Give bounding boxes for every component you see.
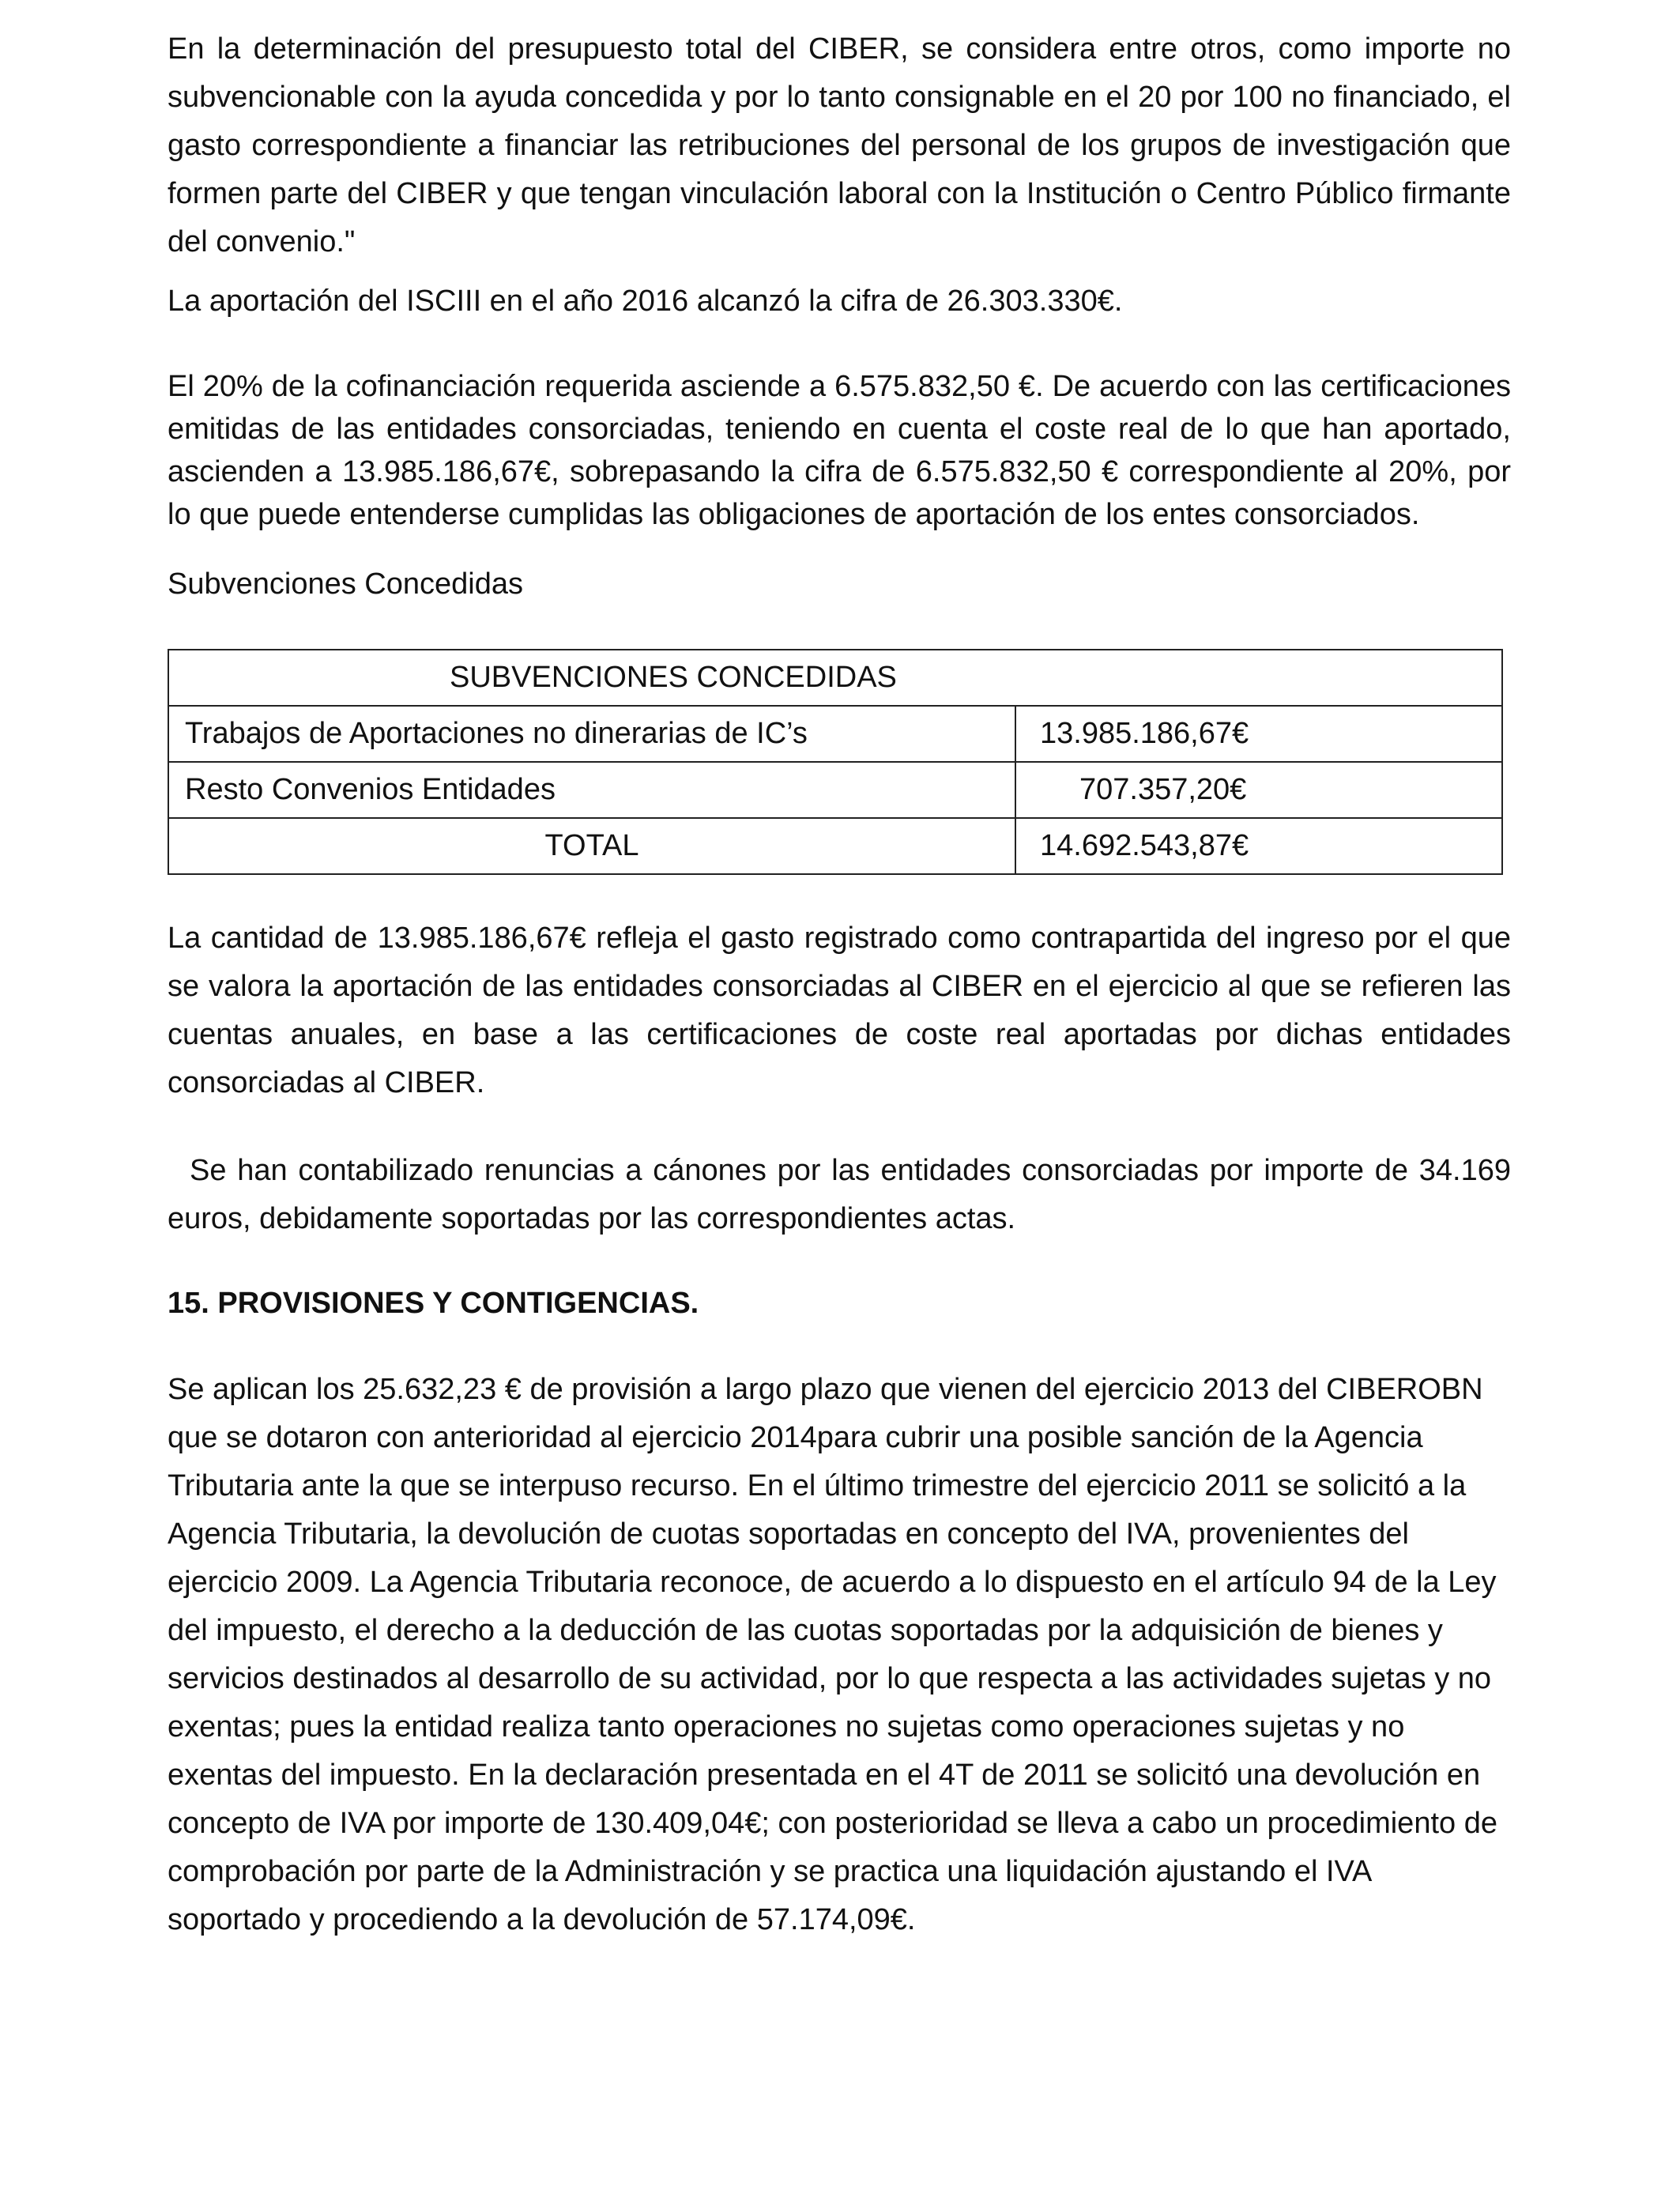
- paragraph-canones: Se han contabilizado renuncias a cánones por las entidades consorciadas por importe de 34.169 euros, debidamente soportadas por las correspondientes actas.: [168, 1154, 1511, 1235]
- table-total-row: [168, 818, 1502, 874]
- paragraph-provision: Se aplican los 25.632,23 € de provisión a largo plazo que vienen del ejercicio 2013 del CIBEROBN que se dotaron con anterioridad al ejercicio 2014para cubrir una posible sanción de la Agencia Tributaria ante la que se interpuso recurso. En el último trimestre del ejercicio 2011 se solicitó a la Agencia Tributaria, la devolución de cuotas soportadas en concepto del IVA, provenientes del ejercicio 2009. La Agencia Tributaria reconoce, de acuerdo a lo dispuesto en el artículo 94 de la Ley del impuesto, el derecho a la deducción de las cuotas soportadas por la adquisición de bienes y servicios destinados al desarrollo de su actividad, por lo que respecta a las actividades sujetas y no exentas; pues la entidad realiza tanto operaciones no sujetas como operaciones sujetas y no exentas del impuesto. En la declaración presentada en el 4T de 2011 se solicitó una devolución en concepto de IVA por importe de 130.409,04€; con posterioridad se lleva a cabo un procedimiento de comprobación por parte de la Administración y se practica una liquidación ajustando el IVA soportado y procediendo a la devolución de 57.174,09€.: [168, 1373, 1497, 1936]
- table-row: [168, 706, 1502, 762]
- table-total-label: TOTAL: [168, 818, 1015, 874]
- paragraph-aportacion-isciii: La aportación del ISCIII en el año 2016 alcanzó la cifra de 26.303.330€.: [168, 285, 1123, 318]
- paragraph-cofinanciacion: El 20% de la cofinanciación requerida asciende a 6.575.832,50 €. De acuerdo con las certificaciones emitidas de las entidades consorciadas, teniendo en cuenta el coste real de lo que han aportado, ascienden a 13.985.186,67€, sobrepasando la cifra de 6.575.832,50 € correspondiente al 20%, por lo que puede entenderse cumplidas las obligaciones de aportación de los entes consorciados.: [168, 370, 1511, 531]
- table-cell-amount: 13.985.186,67€: [1015, 706, 1502, 762]
- subvenciones-table: [168, 649, 1503, 875]
- table-header-row: [168, 650, 1502, 706]
- table-cell-label: Resto Convenios Entidades: [168, 762, 1015, 818]
- paragraph-cantidad: La cantidad de 13.985.186,67€ refleja el gasto registrado como contrapartida del ingreso por el que se valora la aportación de las entidades consorciadas al CIBER en el ejercicio al que se refieren las cuentas anuales, en base a las certificaciones de coste real aportadas por dichas entidades consorciadas al CIBER.: [168, 922, 1511, 1099]
- table-row: [168, 762, 1502, 818]
- paragraph-presupuesto: En la determinación del presupuesto total del CIBER, se considera entre otros, como importe no subvencionable con la ayuda concedida y por lo tanto consignable en el 20 por 100 no financiado, el gasto correspondiente a financiar las retribuciones del personal de los grupos de investigación que formen parte del CIBER y que tengan vinculación laboral con la Institución o Centro Público firmante del convenio.": [168, 32, 1511, 258]
- section-heading-provisiones: 15. PROVISIONES Y CONTIGENCIAS.: [168, 1287, 699, 1320]
- document-page: [168, 25, 1511, 1944]
- table-total-amount: 14.692.543,87€: [1015, 818, 1502, 874]
- table-header-cell: SUBVENCIONES CONCEDIDAS: [168, 650, 1502, 706]
- subheading-subvenciones: Subvenciones Concedidas: [168, 567, 523, 601]
- table-cell-amount: 707.357,20€: [1015, 762, 1502, 818]
- table-cell-label: Trabajos de Aportaciones no dinerarias de IC’s: [168, 706, 1015, 762]
